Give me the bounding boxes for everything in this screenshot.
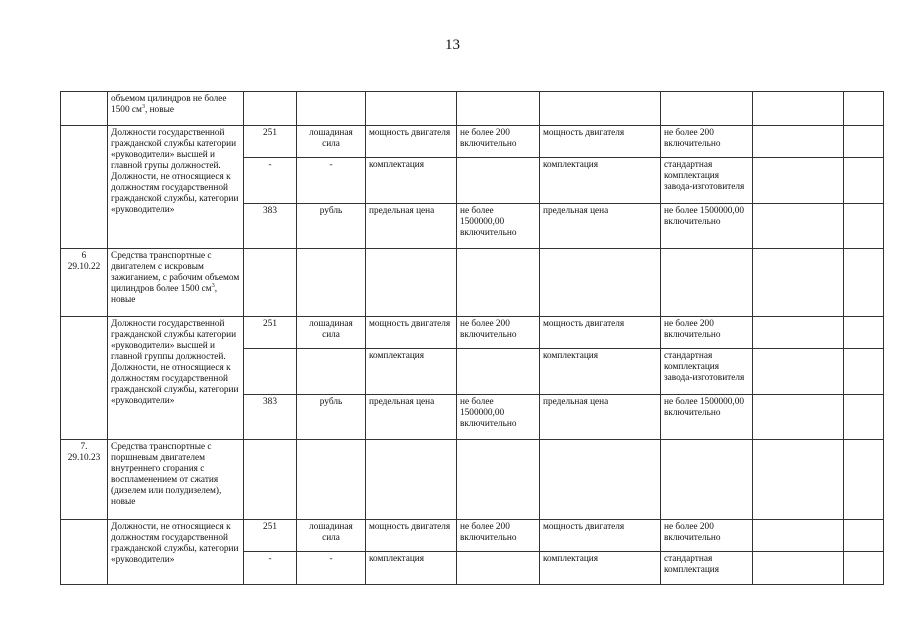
row-number-cell: 6 29.10.22 <box>61 249 108 317</box>
table-row: Должности государственной гражданской службы категории «руководители» высшей и главной группы должностей. Должности, не относящиеся к должностям государственной гражданской службы, категории «руководители» 251 лошадиная сила мощность двигателя не более 200 включительно мощность двигателя не более 200 включительно <box>61 317 884 349</box>
row-number-cell: 7. 29.10.23 <box>61 440 108 520</box>
characteristic-cell: мощность двигателя <box>540 126 661 158</box>
table-row: 383 рубль предельная цена не более 1500000,00 включительно предельная цена не более 1500000,00 включительно <box>61 204 884 249</box>
position-cell: Должности государственной гражданской службы категории «руководители» высшей и главной групы должностей. Должности, не относящиеся к должностям государственной гражданской службы, категории «руководители» <box>108 126 244 249</box>
page-number: 13 <box>445 37 460 53</box>
table-row <box>61 92 884 126</box>
table-row: - - комплектация комплектация стандартная комплектация завода-изготовителя <box>61 158 884 204</box>
specification-table <box>60 91 884 585</box>
row-number-cell <box>61 92 108 126</box>
position-cell: Должности, не относящиеся к должностям государственной гражданской службы, категории «руководители» <box>108 520 244 585</box>
unit-cell: лошадиная сила <box>297 126 366 158</box>
table-row <box>61 440 884 520</box>
table-row: комплектация комплектация стандартная комплектация завода-изготовителя <box>61 349 884 395</box>
code-cell: 251 <box>244 126 297 158</box>
table-row: 383 рубль предельная цена не более 1500000,00 включительно предельная цена не более 1500000,00 включительно <box>61 395 884 440</box>
item-name-cell: Средства транспортные с двигателем с искровым зажиганием, с рабочим объемом цилиндров более 1500 $см^3$, новые <box>108 249 244 317</box>
item-name-cell: объемом цилиндров не более 1500 $см^3$, новые <box>108 92 244 126</box>
table-row: - - комплектация комплектация стандартная комплектация <box>61 552 884 585</box>
table-row <box>61 249 884 317</box>
item-name-cell: Средства транспортные с поршневым двигателем внутреннего сгорания с воспламенением от сжатия (дизелем или полудизелем), новые <box>108 440 244 520</box>
value-cell: не более 200 включительно <box>457 126 540 158</box>
characteristic-cell: мощность двигателя <box>366 126 457 158</box>
position-cell: Должности государственной гражданской службы категории «руководители» высшей и главной группы должностей. Должности, не относящиеся к должностям государственной гражданской службы, категории «руководители» <box>108 317 244 440</box>
table-row: Должности, не относящиеся к должностям государственной гражданской службы, категории «руководители» 251 лошадиная сила мощность двигателя не более 200 включительно мощность двигателя не более 200 включительно <box>61 520 884 552</box>
value-cell: не более 200 включительно <box>661 126 753 158</box>
table-row <box>61 126 884 158</box>
